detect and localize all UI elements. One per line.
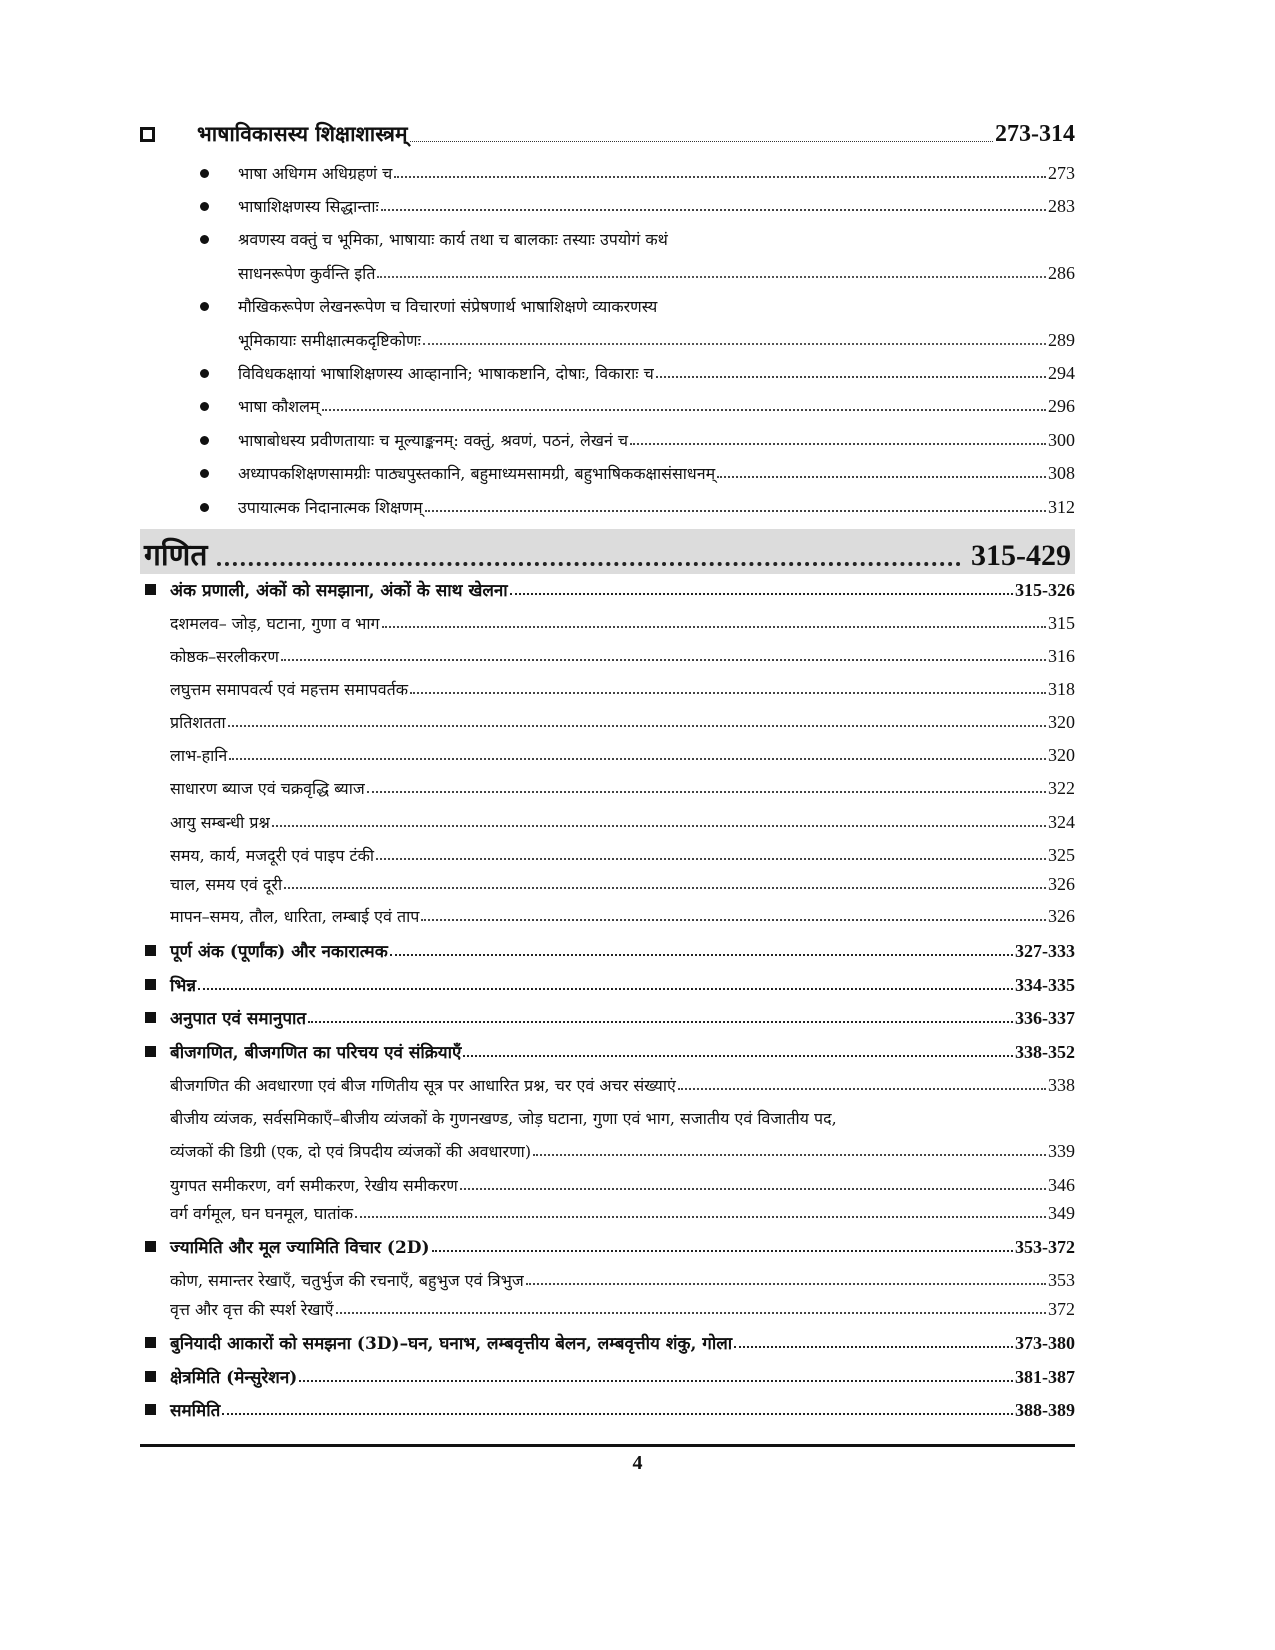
square-bullet-icon — [145, 584, 156, 595]
toc-entry-page: 300 — [1048, 430, 1075, 450]
bullet-icon — [200, 503, 209, 512]
bullet-icon — [200, 369, 209, 378]
toc-entry[interactable] — [140, 844, 1075, 866]
toc-entry-label: साधनरूपेण कुर्वन्ति इति — [238, 264, 376, 283]
toc-entry[interactable] — [140, 645, 1075, 667]
bullet-icon — [200, 169, 209, 178]
toc-entry-page: 320 — [1048, 745, 1075, 765]
toc-entry-label: चाल, समय एवं दूरी — [170, 875, 283, 894]
toc-entry-page: 320 — [1048, 712, 1075, 732]
toc-entry-label: लघुत्तम समापवर्त्य एवं महत्तम समापवर्तक — [170, 680, 409, 699]
toc-section-title: भाषाविकासस्य शिक्षाशास्त्रम् — [197, 121, 408, 146]
toc-entry-label: भूमिकायाः समीक्षात्मकदृष्टिकोणः — [238, 331, 421, 350]
dot-leader — [533, 1154, 1046, 1156]
dot-leader — [410, 141, 993, 142]
toc-entry-label: युगपत समीकरण, वर्ग समीकरण, रेखीय समीकरण — [170, 1176, 458, 1195]
toc-entry[interactable] — [140, 1298, 1075, 1320]
toc-entry-page: 324 — [1048, 812, 1075, 832]
square-bullet-icon — [145, 979, 156, 990]
dot-leader — [717, 476, 1046, 478]
bullet-icon — [200, 469, 209, 478]
toc-topic-label: क्षेत्रमिति (मेन्सुरेशन) — [170, 1368, 298, 1388]
bullet-icon — [200, 402, 209, 411]
square-bullet-icon — [145, 1012, 156, 1023]
toc-entry-page: 283 — [1048, 196, 1075, 216]
toc-entry-page: 338 — [1048, 1075, 1075, 1095]
subject-heading-math[interactable] — [140, 533, 1075, 574]
dot-leader — [382, 626, 1046, 628]
toc-entry-label: वृत्त और वृत्त की स्पर्श रेखाएँ — [170, 1300, 334, 1319]
toc-topic-label: ज्यामिति और मूल ज्यामिति विचार (2D) — [170, 1238, 430, 1258]
toc-entry[interactable] — [140, 612, 1075, 634]
toc-topic-pages: 373-380 — [1015, 1333, 1075, 1353]
toc-entry-label: भाषाबोधस्य प्रवीणतायाः च मूल्याङ्कनम्: वक्तुं, श्रवणं, पठनं, लेखनं च — [238, 431, 629, 450]
toc-topic-pages: 338-352 — [1015, 1042, 1075, 1062]
dot-leader — [322, 409, 1046, 411]
toc-entry-label: श्रवणस्य वक्तुं च भूमिका, भाषायाः कार्य तथा च बालकाः तस्याः उपयोगं कथं — [238, 230, 668, 249]
toc-entry-page: 289 — [1048, 330, 1075, 350]
dot-leader — [460, 1188, 1046, 1190]
toc-entry[interactable] — [140, 873, 1075, 895]
bullet-icon — [200, 235, 209, 244]
toc-entry-label: कोण, समान्तर रेखाएँ, चतुर्भुज की रचनाएँ, बहुभुज एवं त्रिभुज — [170, 1271, 524, 1290]
dot-leader — [367, 791, 1046, 793]
toc-section-pages: 273-314 — [995, 121, 1075, 147]
toc-topic-pages: 334-335 — [1015, 975, 1075, 995]
toc-entry[interactable] — [140, 195, 1075, 217]
toc-entry[interactable] — [140, 744, 1075, 766]
toc-entry[interactable] — [140, 295, 1075, 317]
toc-entry-label: दशमलव– जोड़, घटाना, गुणा व भाग — [170, 614, 380, 633]
toc-entry-continuation[interactable] — [140, 329, 1075, 351]
dot-leader — [376, 858, 1046, 860]
dot-leader — [272, 825, 1046, 827]
checkbox-square-icon — [140, 127, 155, 142]
toc-entry-label: साधारण ब्याज एवं चक्रवृद्धि ब्याज — [170, 779, 365, 798]
toc-topic[interactable] — [140, 973, 1075, 996]
toc-topic-label: अंक प्रणाली, अंकों को समझाना, अंकों के साथ खेलना — [170, 581, 508, 601]
dot-leader — [394, 176, 1046, 178]
toc-topic-pages: 315-326 — [1015, 580, 1075, 600]
toc-entry-label: भाषा कौशलम् — [238, 397, 320, 416]
dot-leader — [377, 276, 1046, 278]
toc-topic-label: बुनियादी आकारों को समझना (3D)–घन, घनाभ, लम्बवृत्तीय बेलन, लम्बवृत्तीय शंकु, गोला — [170, 1334, 733, 1354]
square-bullet-icon — [145, 1337, 156, 1348]
toc-entry-page: 326 — [1048, 874, 1075, 894]
toc-entry-label: कोष्ठक–सरलीकरण — [170, 647, 279, 666]
toc-entry-label: मापन–समय, तौल, धारिता, लम्बाई एवं ताप — [170, 907, 420, 926]
toc-topic-pages: 388-389 — [1015, 1400, 1075, 1420]
dot-leader — [734, 1346, 1013, 1348]
toc-entry[interactable] — [140, 162, 1075, 184]
dot-leader — [355, 1216, 1046, 1218]
dot-leader — [222, 1413, 1013, 1415]
toc-topic[interactable] — [140, 1398, 1075, 1421]
subject-pages: 315-429 — [971, 539, 1071, 572]
toc-topic-pages: 327-333 — [1015, 941, 1075, 961]
toc-entry-page: 316 — [1048, 646, 1075, 666]
square-bullet-icon — [145, 1241, 156, 1252]
dot-leader — [423, 343, 1046, 345]
toc-entry-page: 322 — [1048, 778, 1075, 798]
toc-entry-label: बीजगणित की अवधारणा एवं बीज गणितीय सूत्र पर आधारित प्रश्न, चर एवं अचर संख्याएं — [170, 1076, 676, 1095]
dot-leader — [198, 988, 1013, 990]
toc-topic[interactable] — [140, 1006, 1075, 1029]
dot-leader — [510, 593, 1013, 595]
toc-entry-page: 346 — [1048, 1175, 1075, 1195]
square-bullet-icon — [145, 1371, 156, 1382]
toc-entry-page: 318 — [1048, 679, 1075, 699]
square-bullet-icon — [145, 1046, 156, 1057]
bullet-icon — [200, 302, 209, 311]
toc-topic-label: अनुपात एवं समानुपात — [170, 1009, 307, 1029]
toc-entry[interactable] — [140, 811, 1075, 833]
dot-leader — [421, 919, 1046, 921]
toc-entry-page: 296 — [1048, 396, 1075, 416]
toc-topic-label: भिन्न — [170, 976, 197, 996]
toc-entry-page: 315 — [1048, 613, 1075, 633]
toc-section-heading[interactable] — [140, 120, 1075, 148]
toc-entry-label: प्रतिशतता — [170, 713, 226, 732]
dot-leader — [390, 954, 1013, 956]
toc-entry-label: विविधकक्षायां भाषाशिक्षणस्य आव्हानानि; भाषाकष्टानि, दोषाः, विकाराः च — [238, 364, 654, 383]
toc-entry-label: अध्यापकशिक्षणसामग्रीः पाठ्यपुस्तकानि, बहुमाध्यमसामग्री, बहुभाषिककक्षासंसाधनम् — [238, 464, 716, 483]
toc-entry-page: 294 — [1048, 363, 1075, 383]
toc-entry[interactable] — [140, 462, 1075, 484]
page-number: 4 — [632, 1452, 643, 1474]
bullet-icon — [200, 436, 209, 445]
bullet-icon — [200, 202, 209, 211]
toc-entry[interactable] — [140, 1202, 1075, 1224]
dot-leader — [281, 659, 1046, 661]
toc-entry[interactable] — [140, 395, 1075, 417]
toc-entry-label: मौखिकरूपेण लेखनरूपेण च विचारणां संप्रेषणार्थ भाषाशिक्षणे व्याकरणस्य — [238, 297, 658, 316]
toc-entry-page: 353 — [1048, 1270, 1075, 1290]
toc-entry-page: 286 — [1048, 263, 1075, 283]
toc-entry[interactable] — [140, 429, 1075, 451]
dot-leader — [656, 376, 1046, 378]
toc-entry-label: भाषा अधिगम अधिग्रहणं च — [238, 164, 393, 183]
toc-topic[interactable] — [140, 1331, 1075, 1354]
toc-entry-page: 312 — [1048, 497, 1075, 517]
toc-entry-page: 308 — [1048, 463, 1075, 483]
toc-entry[interactable] — [140, 1074, 1075, 1096]
toc-topic[interactable] — [140, 1365, 1075, 1388]
dot-leader — [526, 1283, 1046, 1285]
toc-entry[interactable] — [140, 711, 1075, 733]
dot-leader — [463, 1055, 1013, 1057]
footer-rule — [140, 1444, 1075, 1447]
toc-entry-label: व्यंजकों की डिग्री (एक, दो एवं त्रिपदीय व्यंजकों की अवधारणा) — [170, 1142, 532, 1161]
toc-topic-label: सममिति — [170, 1401, 221, 1421]
toc-topic-pages: 353-372 — [1015, 1237, 1075, 1257]
toc-entry-label: बीजीय व्यंजक, सर्वसमिकाएँ–बीजीय व्यंजकों के गुणनखण्ड, जोड़ घटाना, गुणा एवं भाग, सजातीय एवं विजातीय पद, — [170, 1109, 837, 1128]
subject-title: गणित — [144, 538, 208, 573]
toc-entry[interactable] — [140, 1269, 1075, 1291]
dot-leader — [308, 1021, 1013, 1023]
dot-leader — [229, 758, 1046, 760]
toc-topic-pages: 381-387 — [1015, 1367, 1075, 1387]
toc-entry-label: उपायात्मक निदानात्मक शिक्षणम् — [238, 498, 423, 517]
toc-entry[interactable] — [140, 905, 1075, 927]
dot-leader — [381, 209, 1046, 211]
toc-entry-label: भाषाशिक्षणस्य सिद्धान्ताः — [238, 197, 379, 216]
toc-entry-page: 326 — [1048, 906, 1075, 926]
toc-entry-page: 372 — [1048, 1299, 1075, 1319]
square-bullet-icon — [145, 1404, 156, 1415]
toc-entry-label: वर्ग वर्गमूल, घन घनमूल, घातांक — [170, 1204, 353, 1223]
toc-topic[interactable] — [140, 578, 1075, 601]
dot-leader — [630, 443, 1046, 445]
toc-topic-label: बीजगणित, बीजगणित का परिचय एवं संक्रियाएँ — [170, 1043, 462, 1063]
toc-entry[interactable] — [140, 678, 1075, 700]
dot-leader — [228, 725, 1046, 727]
toc-entry-label: आयु सम्बन्धी प्रश्न — [170, 813, 270, 832]
dot-leader — [425, 510, 1046, 512]
dot-leader — [299, 1380, 1013, 1382]
dot-leader — [336, 1312, 1047, 1314]
toc-entry-label: समय, कार्य, मजदूरी एवं पाइप टंकी — [170, 846, 375, 865]
dot-leader — [678, 1088, 1046, 1090]
dot-leader — [410, 692, 1046, 694]
toc-entry[interactable] — [140, 777, 1075, 799]
toc-entry[interactable] — [140, 228, 1075, 250]
toc-topic[interactable] — [140, 1040, 1075, 1063]
dot-leader — [284, 887, 1046, 889]
toc-topic-pages: 336-337 — [1015, 1008, 1075, 1028]
toc-entry[interactable] — [140, 362, 1075, 384]
toc-topic-label: पूर्ण अंक (पूर्णांक) और नकारात्मक — [170, 942, 388, 962]
toc-entry-continuation[interactable] — [140, 1140, 1075, 1162]
toc-entry[interactable] — [140, 496, 1075, 518]
dot-leader — [432, 1250, 1013, 1252]
square-bullet-icon — [145, 945, 156, 956]
toc-entry-label: लाभ-हानि — [170, 746, 228, 765]
dot-leader — [217, 562, 961, 566]
toc-entry-page: 325 — [1048, 845, 1075, 865]
toc-entry[interactable] — [140, 1107, 1075, 1129]
toc-entry-page: 273 — [1048, 163, 1075, 183]
toc-topic[interactable] — [140, 1235, 1075, 1258]
toc-entry-page: 339 — [1048, 1141, 1075, 1161]
toc-topic[interactable] — [140, 939, 1075, 962]
toc-entry-continuation[interactable] — [140, 262, 1075, 284]
toc-entry-page: 349 — [1048, 1203, 1075, 1223]
toc-entry[interactable] — [140, 1174, 1075, 1196]
